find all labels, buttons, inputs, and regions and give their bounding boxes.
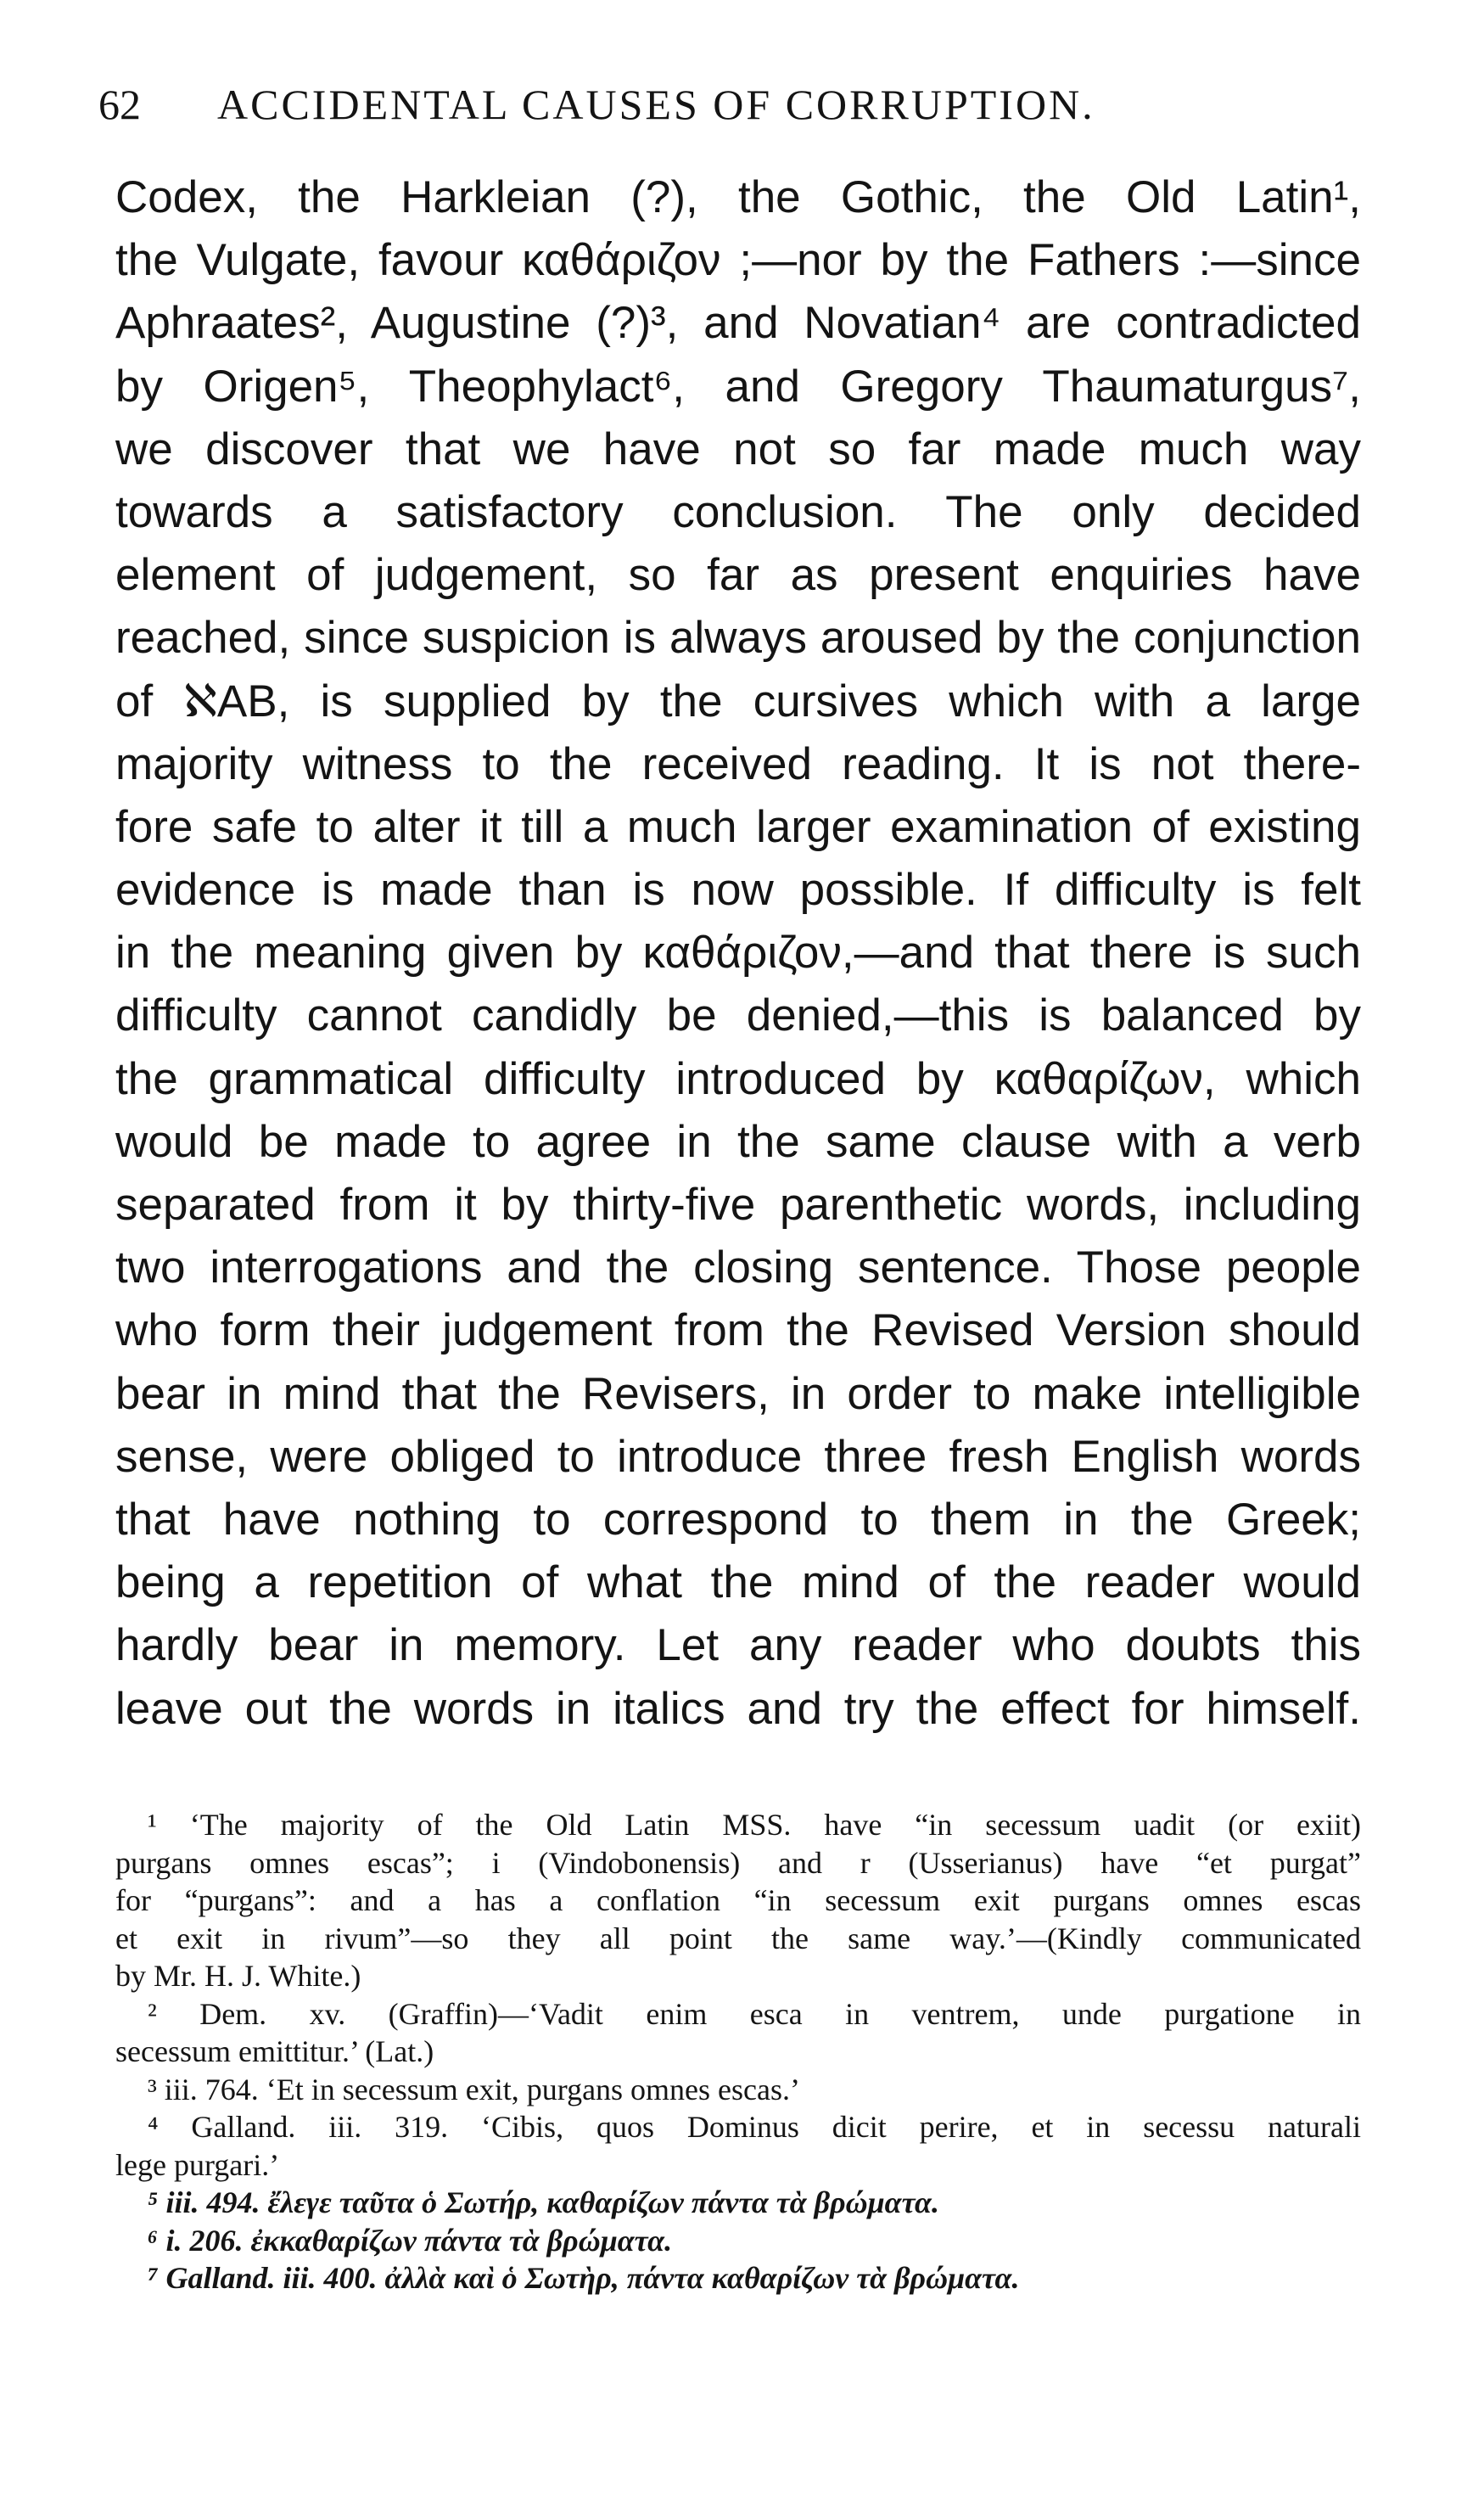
body-line: majority witness to the received reading. It is not there- [115,738,1361,789]
body-line: reached, since suspicion is always aroused by the conjunction [115,613,1361,664]
running-head [98,78,1354,131]
body-line: hardly bear in memory. Let any reader who doubts this [115,1620,1361,1671]
body-text [115,166,1361,1741]
body-line: the Vulgate, favour καθάριζον ;—nor by the Fathers :—since [115,235,1361,286]
body-line: would be made to agree in the same clause with a verb [115,1116,1361,1167]
footnote-2-cont: secessum emittitur.’ (Lat.) [115,2034,434,2068]
footnote-1: ¹ ‘The majority of the Old Latin MSS. have “in secessum uadit (or exiit) [148,1808,1361,1842]
body-line: that have nothing to correspond to them in the Greek; [115,1494,1361,1545]
body-line: of ℵAB, is supplied by the cursives which with a large [115,676,1361,726]
body-line: we discover that we have not so far made much way [115,424,1361,474]
footnote-4-cont: lege purgari.’ [115,2147,280,2182]
body-line: the grammatical difficulty introduced by καθαρίζων, which [115,1053,1361,1104]
footnotes [115,1806,1361,2297]
body-line: who form their judgement from the Revised Version should [115,1305,1361,1356]
footnote-7: ⁷ Galland. iii. 400. ἀλλὰ καὶ ὁ Σωτὴρ, πάντα καθαρίζων τὰ βρώματα. [148,2261,1020,2295]
body-line: separated from it by thirty-five parenthetic words, including [115,1180,1361,1230]
body-line: by Origen⁵, Theophylact⁶, and Gregory Thaumaturgus⁷, [115,361,1361,412]
footnote-1-cont: purgans omnes escas”; i (Vindobonensis) and r (Usserianus) have “et purgat” [115,1845,1361,1880]
footnote-2: ² Dem. xv. (Graffin)—‘Vadit enim esca in ventrem, unde purgatione in [148,1996,1361,2031]
footnote-5: ⁵ iii. 494. ἔλεγε ταῦτα ὁ Σωτήρ, καθαρίζων πάντα τὰ βρώματα. [148,2185,939,2219]
page-number: 62 [98,81,141,128]
body-line: leave out the words in italics and try the effect for himself. [115,1683,1361,1734]
body-line: being a repetition of what the mind of the reader would [115,1557,1361,1608]
body-line: element of judgement, so far as present enquiries have [115,550,1361,601]
body-line: sense, were obliged to introduce three fresh English words [115,1431,1361,1482]
body-line: evidence is made than is now possible. If difficulty is felt [115,865,1361,916]
body-line: Aphraates², Augustine (?)³, and Novatian⁴ are contradicted [115,298,1361,349]
body-line: Codex, the Harkleian (?), the Gothic, the Old Latin¹, [115,172,1361,222]
footnote-1-cont: et exit in rivum”—so they all point the same way.’—(Kindly communicated [115,1921,1361,1955]
footnote-6: ⁶ i. 206. ἐκκαθαρίζων πάντα τὰ βρώματα. [148,2223,673,2258]
body-line: towards a satisfactory conclusion. The only decided [115,486,1361,537]
footnote-1-cont: for “purgans”: and a has a conflation “in secessum exit purgans omnes escas [115,1883,1361,1917]
body-line: two interrogations and the closing sentence. Those people [115,1242,1361,1293]
footnote-3: ³ iii. 764. ‘Et in secessum exit, purgans omnes escas.’ [148,2072,800,2106]
footnote-1-cont: by Mr. H. J. White.) [115,1959,361,1993]
body-line: fore safe to alter it till a much larger examination of existing [115,801,1361,852]
body-line: bear in mind that the Revisers, in order to make intelligible [115,1368,1361,1419]
body-line: in the meaning given by καθάριζον,—and that there is such [115,928,1361,979]
footnote-4: ⁴ Galland. iii. 319. ‘Cibis, quos Dominus dicit perire, et in secessu naturali [148,2110,1361,2144]
body-line: difficulty cannot candidly be denied,—this is balanced by [115,990,1361,1041]
running-title: ACCIDENTAL CAUSES OF CORRUPTION. [217,81,1095,128]
